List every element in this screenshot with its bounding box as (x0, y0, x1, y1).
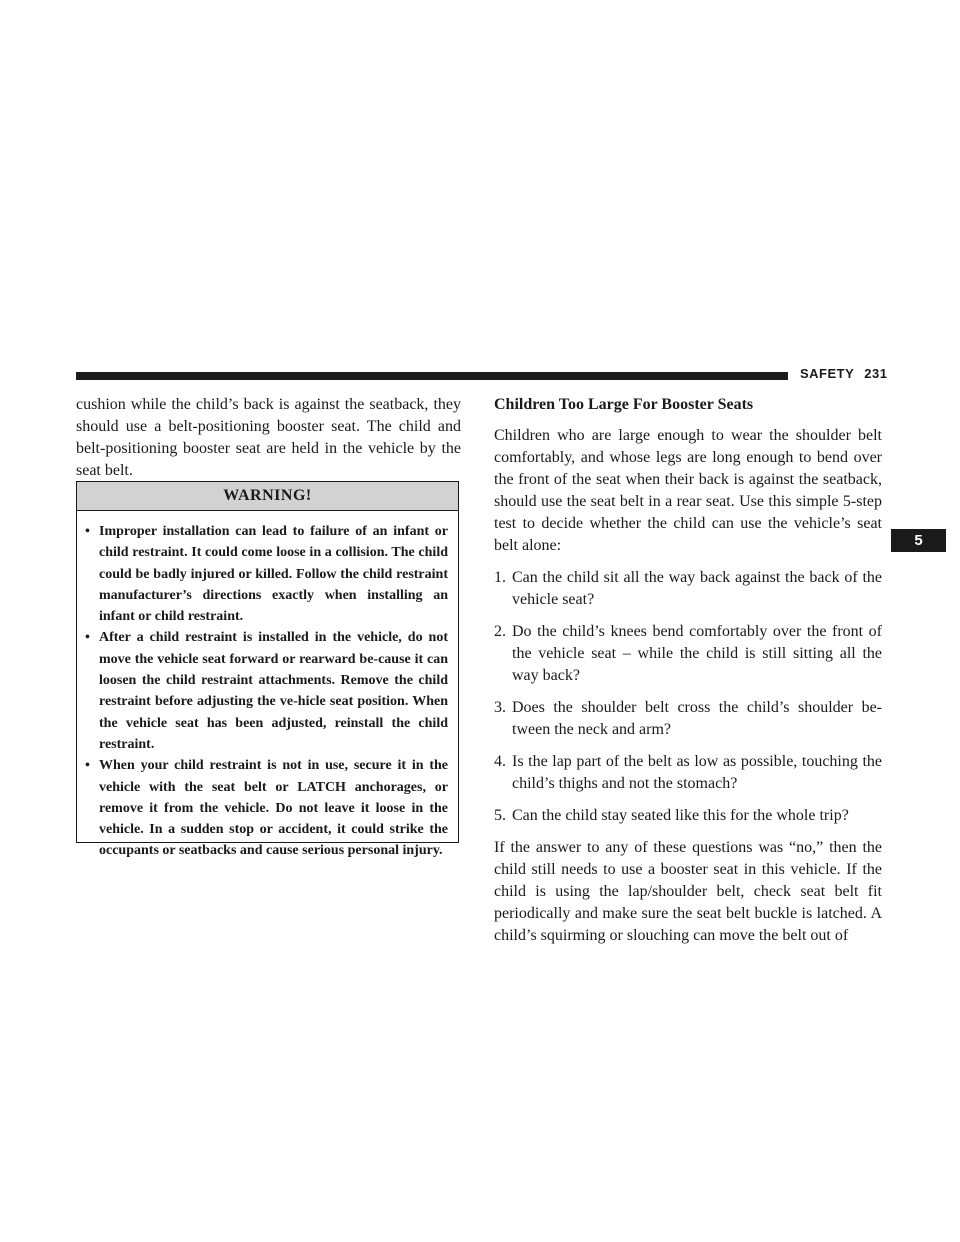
warning-list (77, 511, 458, 862)
warning-item: • When your child restraint is not in use, secure it in the vehicle with the seat belt or LATCH anchorages, or remove it from the vehicle. Do not leave it loose in the vehicle. In a sudden stop or accident, it could strike the occupants or seatbacks and cause serious personal injury. (85, 755, 448, 861)
page-number: 231 (864, 366, 888, 381)
warning-box (76, 481, 459, 859)
list-item: 1. Can the child sit all the way back against the back of the vehicle seat? (494, 569, 882, 608)
bullet-icon: • (85, 758, 90, 774)
closing-paragraph: If the answer to any of these questions was “no,” then the child still needs to use a booster seat in this vehicle. If the child is using the lap/shoulder belt, check seat belt fit periodically and make sure the seat belt buckle is latched. A child’s squirming or slouching can move the belt out of (494, 839, 882, 944)
list-item: 3. Does the shoulder belt cross the child’s shoulder be-tween the neck and arm? (494, 699, 882, 738)
list-item: 2. Do the child’s knees bend comfortably over the front of the vehicle seat – while the child is still sitting all the way back? (494, 623, 882, 684)
intro-paragraph: cushion while the child’s back is against the seatback, they should use a belt-positioning booster seat. The child and belt-positioning booster seat are held in the vehicle by the seat belt. (76, 396, 461, 479)
running-header (800, 366, 888, 381)
chapter-tab: 5 (891, 529, 946, 552)
left-column (76, 394, 461, 482)
intro-paragraph: Children who are large enough to wear the shoulder belt comfortably, and whose legs are long enough to bend over the front of the seat when their back is against the seatback, should use the seat belt in a rear seat. Use this simple 5-step test to decide whether the child can use the vehicle’s seat belt alone: (494, 427, 882, 554)
question-list (494, 567, 882, 827)
bullet-icon: • (85, 524, 90, 539)
section-title: SAFETY (800, 366, 855, 381)
warning-item: • Improper installation can lead to failure of an infant or child restraint. It could come loose in a collision. The child could be badly injured or killed. Follow the child restraint manufacturer’s directions exactly when installing an infant or child restraint. (85, 521, 448, 627)
list-item: 5. Can the child stay seated like this for the whole trip? (494, 807, 849, 824)
warning-title: WARNING! (77, 482, 458, 511)
bullet-icon: • (85, 630, 90, 646)
section-heading: Children Too Large For Booster Seats (494, 396, 754, 413)
list-item: 4. Is the lap part of the belt as low as possible, touching the child’s thighs and not the stomach? (494, 753, 882, 792)
right-column (494, 394, 882, 947)
header-rule (76, 372, 788, 380)
warning-item: • After a child restraint is installed in the vehicle, do not move the vehicle seat forward or rearward be-cause it can loosen the child restraint attachments. Remove the child restraint before adjusting the ve-hicle seat position. When the vehicle seat has been adjusted, reinstall the child restraint. (85, 627, 448, 755)
